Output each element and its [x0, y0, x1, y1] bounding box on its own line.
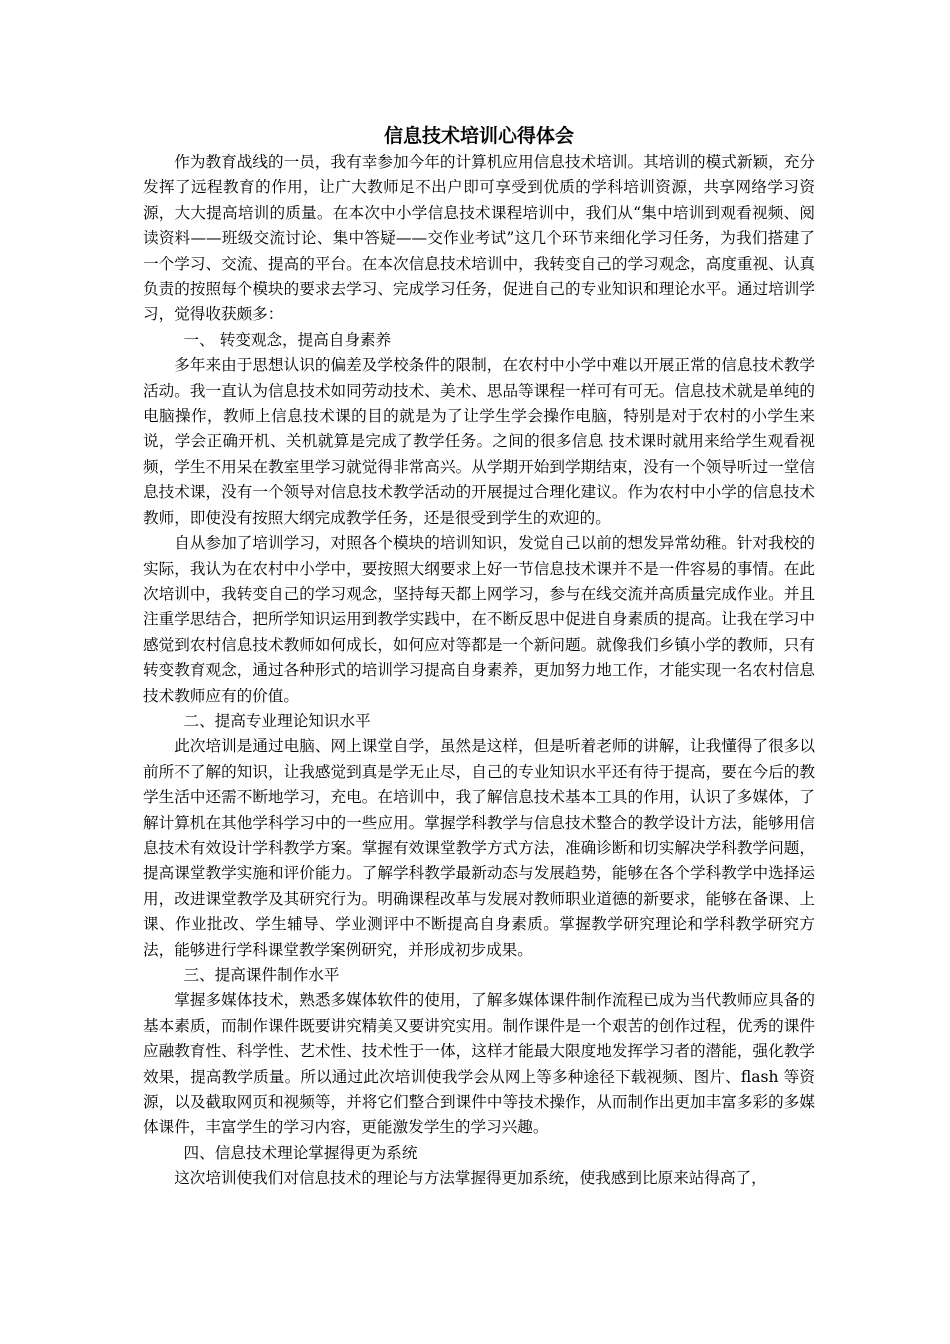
section-4-paragraph-1: 这次培训使我们对信息技术的理论与方法掌握得更加系统，使我感到比原来站得高了，	[174, 1169, 767, 1188]
section-heading-3: 三、提高课件制作水平	[183, 966, 340, 984]
section-3-paragraph-1: 掌握多媒体技术，熟悉多媒体软件的使用，了解多媒体课件制作流程已成为当代教师应具备的基本素质，而制作课件既要讲究精美又要讲究实用。制作课件是一个艰苦的创作过程，优秀的课件应融教育性、科学性、艺术性、技术性于一体，这样才能最大限度地发挥学习者的潜能，强化教学效果，提高教学质量。所以通过此次培训使我学会从网上等多种途径下载视频、图片、flash 等资源，以及截取网页和视频等，并将它们整合到课件中等技术操作，从而制作出更加丰富多彩的多媒体课件，丰富学生的学习内容，更能激发学生的学习兴趣。	[143, 991, 815, 1137]
section-heading-1: 一、 转变观念，提高自身素养	[183, 330, 392, 349]
section-heading-4: 四、信息技术理论掌握得更为系统	[183, 1143, 418, 1162]
section-1-paragraph-2: 自从参加了培训学习，对照各个模块的培训知识，发觉自己以前的想发异常幼稚。针对我校的实际，我认为在农村中小学中，要按照大纲要求上好一节信息技术课并不是一件容易的事情。在此次培训中，我转变自己的学习观念，坚持每天都上网学习，参与在线交流并高质量完成作业。并且注重学思结合，把所学知识运用到教学实践中，在不断反思中促进自身素质的提高。让我在学习中感觉到农村信息技术教师如何成长，如何应对等都是一个新问题。就像我们乡镇小学的教师，只有转变教育观念，通过各种形式的培训学习提高自身素养，更加努力地工作，才能实现一名农村信息技术教师应有的价值。	[143, 534, 815, 705]
document-page	[143, 118, 815, 1192]
intro-paragraph: 作为教育战线的一员，我有幸参加今年的计算机应用信息技术培训。其培训的模式新颖，充分发挥了远程教育的作用，让广大教师足不出户即可享受到优质的学科培训资源，共享网络学习资源，大大提高培训的质量。在本次中小学信息技术课程培训中，我们从“集中培训到观看视频、阅读资料——班级交流讨论、集中答疑——交作业考试”这几个环节来细化学习任务，为我们搭建了一个学习、交流、提高的平台。在本次信息技术培训中，我转变自己的学习观念，高度重视、认真负责的按照每个模块的要求去学习、完成学习任务，促进自己的专业知识和理论水平。通过培训学习，觉得收获颇多：	[143, 153, 815, 324]
section-1-paragraph-1: 多年来由于思想认识的偏差及学校条件的限制，在农村中小学中难以开展正常的信息技术教学活动。我一直认为信息技术如同劳动技术、美术、思品等课程一样可有可无。信息技术就是单纯的电脑操作，教师上信息技术课的目的就是为了让学生学会操作电脑，特别是对于农村的小学生来说，学会正确开机、关机就算是完成了教学任务。之间的很多信息 技术课时就用来给学生观看视频，学生不用呆在教室里学习就觉得非常高兴。从学期开始到学期结束，没有一个领导听过一堂信息技术课，没有一个领导对信息技术教学活动的开展提过合理化建议。作为农村中小学的信息技术教师，即使没有按照大纲完成教学任务，还是很受到学生的欢迎的。	[143, 356, 815, 527]
document-title: 信息技术培训心得体会	[383, 125, 574, 147]
section-heading-2: 二、提高专业理论知识水平	[183, 711, 371, 730]
section-2-paragraph-1: 此次培训是通过电脑、网上课堂自学，虽然是这样，但是听着老师的讲解，让我懂得了很多以前所不了解的知识，让我感觉到真是学无止尽，自己的专业知识水平还有待于提高，要在今后的教学生活中还需不断地学习，充电。在培训中，我了解信息技术基本工具的作用，认识了多媒体，了解计算机在其他学科学习中的一些应用。掌握学科教学与信息技术整合的教学设计方法，能够用信息技术有效设计学科教学方案。掌握有效课堂教学方式方法，准确诊断和切实解决学科教学问题，提高课堂教学实施和评价能力。了解学科教学最新动态与发展趋势，能够在各个学科教学中选择运用，改进课堂教学及其研究行为。明确课程改革与发展对教师职业道德的新要求，能够在备课、上课、作业批改、学生辅导、学业测评中不断提高自身素质。掌握教学研究理论和学科教学研究方法，能够进行学科课堂教学案例研究，并形成初步成果。	[143, 737, 815, 959]
